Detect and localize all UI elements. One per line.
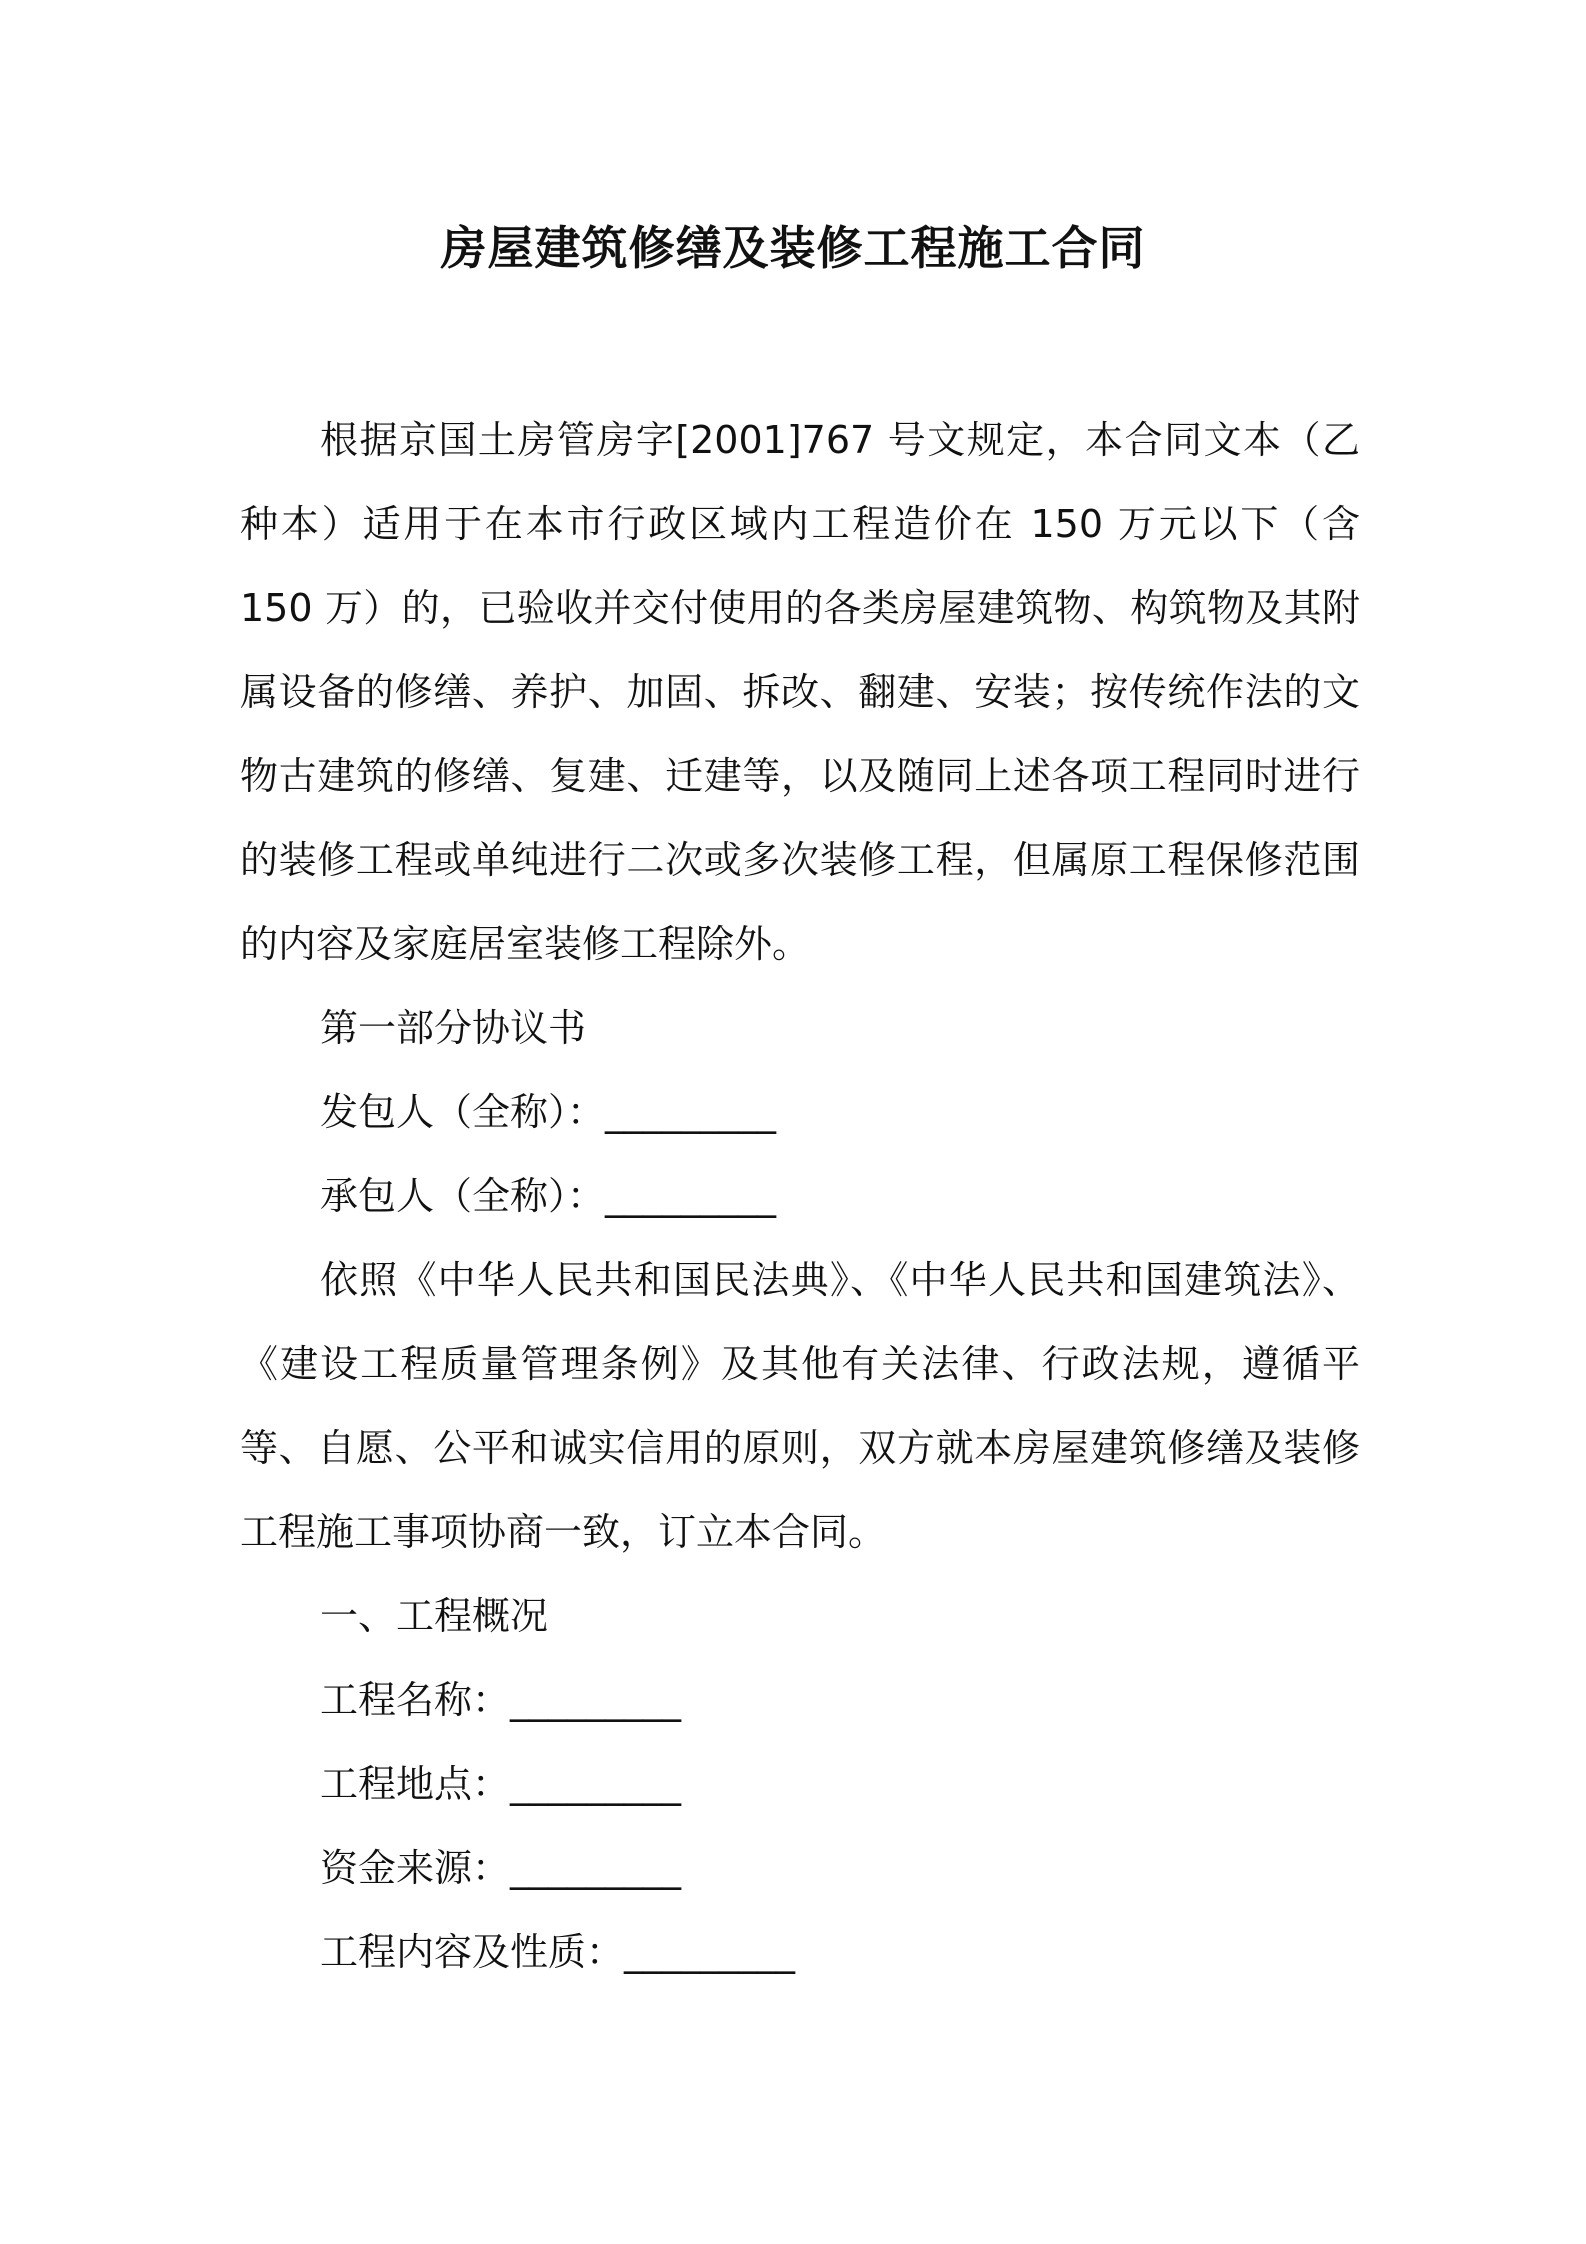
project-name-line: 工程名称：_________ <box>320 1678 682 1722</box>
part-heading: 第一部分协议书 <box>320 1006 587 1050</box>
basis-paragraph: 依照《中华人民共和国民法典》、《中华人民共和国建筑法》、《建设工程质量管理条例》及其他有关法律、行政法规，遵循平等、自愿、公平和诚实信用的原则，双方就本房屋建筑修缮及装修工程施工事项协商一致，订立本合同。 <box>240 1258 1360 1554</box>
document-body <box>240 398 1360 1994</box>
document-title: 房屋建筑修缮及装修工程施工合同 <box>440 221 1146 275</box>
section-heading: 一、工程概况 <box>320 1594 549 1638</box>
project-content-line: 工程内容及性质：_________ <box>320 1930 796 1974</box>
funding-source-line: 资金来源：_________ <box>320 1846 682 1890</box>
intro-paragraph: 根据京国土房管房字[2001]767 号文规定，本合同文本（乙种本）适用于在本市行政区域内工程造价在 150 万元以下（含 150 万）的，已验收并交付使用的各类房屋建筑物、构筑物及其附属设备的修缮、养护、加固、拆改、翻建、安装；按传统作法的文物古建筑的修缮、复建、迁建等，以及随同上述各项工程同时进行的装修工程或单纯进行二次或多次装修工程，但属原工程保修范围的内容及家庭居室装修工程除外。 <box>240 418 1360 966</box>
project-location-line: 工程地点：_________ <box>320 1762 682 1806</box>
employer-line: 发包人（全称）：_________ <box>320 1090 777 1134</box>
contractor-line: 承包人（全称）：_________ <box>320 1174 777 1218</box>
